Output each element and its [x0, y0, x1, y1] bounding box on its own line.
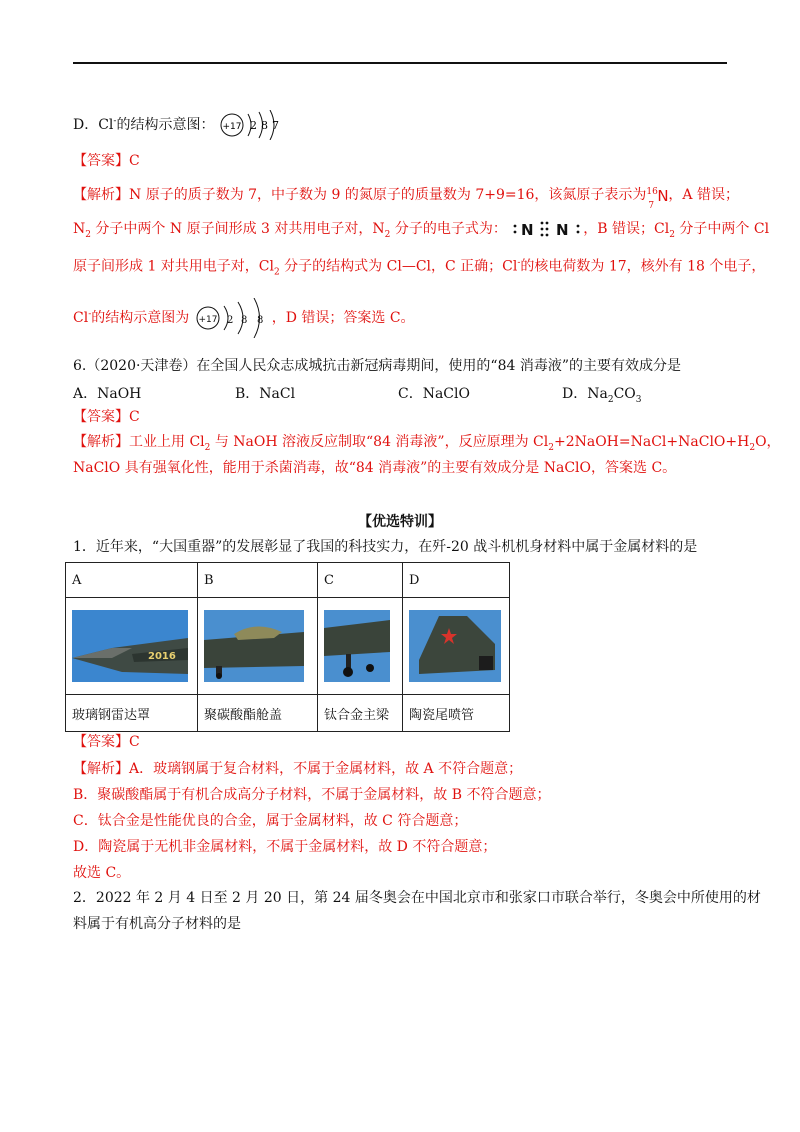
- mass-number: 16: [646, 187, 658, 197]
- analysis-line-3: [73, 253, 765, 282]
- section-title: 【优选特训】: [358, 514, 442, 530]
- analysis-text: 分子中两个 Cl: [674, 221, 770, 237]
- shell-1: 2: [226, 315, 234, 326]
- shell-3: 7: [271, 119, 279, 132]
- nose-number: 2016: [148, 651, 176, 662]
- analysis-text: 工业上用 Cl: [129, 434, 205, 450]
- cell-image-c: [318, 598, 403, 695]
- analysis-text: ，A 错误；: [668, 187, 739, 203]
- option-d-text: D．Cl: [73, 117, 114, 133]
- subscript: 2: [384, 229, 391, 240]
- jet-landing-gear-photo: [324, 610, 390, 682]
- q6-option-a: A．NaOH: [73, 386, 142, 402]
- q6-analysis-line-1: [73, 432, 781, 458]
- subscript: 2: [669, 229, 675, 240]
- atomic-number: 7: [648, 201, 655, 211]
- q1-analysis-end: 故选 C。: [73, 865, 131, 881]
- q1-answer-line: [73, 732, 140, 752]
- nuclide-symbol: [646, 186, 669, 211]
- q6-option-c: C．NaClO: [398, 386, 470, 402]
- superscript: -: [88, 309, 92, 320]
- analysis-text: N 原子的质子数为 7，中子数为 9 的氮原子的质量数为 7+9=16，该氮原子表示为: [129, 187, 647, 203]
- col-header-d: D: [403, 563, 510, 598]
- option-label-b: 聚碳酸酯舱盖: [198, 695, 318, 732]
- analysis-text: 分子中两个 N 原子间形成 3 对共用电子对，N: [90, 221, 385, 237]
- cl-ion-structure-diagram: [194, 298, 272, 338]
- analysis-line-2: [73, 219, 769, 245]
- jet-nose-photo: [72, 610, 188, 682]
- analysis-text: O，: [755, 434, 781, 450]
- option-label-a: 玻璃钢雷达罩: [66, 695, 198, 732]
- analysis-tag: 【解析】: [73, 187, 129, 203]
- q1-stem: 1．近年来，“大国重器”的发展彰显了我国的科技实力，在歼-20 战斗机机身材料中属于金属材料的是: [73, 539, 698, 555]
- sup-minus: -: [113, 116, 117, 127]
- answer-tag: 【答案】: [73, 153, 129, 169]
- element-symbol: N: [657, 187, 669, 205]
- analysis-text: ，B 错误；Cl: [583, 221, 670, 237]
- cl-atom-structure-diagram: [219, 110, 285, 140]
- superscript: -: [517, 258, 521, 268]
- option-label-c: 钛合金主梁: [318, 695, 403, 732]
- analysis-tag: 【解析】: [73, 434, 129, 450]
- option-label-d: 陶瓷尾喷管: [403, 695, 510, 732]
- q6-stem: 6.（2020·天津卷）在全国人民众志成城抗击新冠病毒期间，使用的“84 消毒液”的主要有效成分是: [73, 358, 682, 374]
- q6-option-b: B．NaCl: [235, 386, 296, 402]
- analysis-text: 的结构示意图为: [91, 310, 190, 326]
- analysis-line-1: [73, 185, 739, 211]
- cell-image-d: [403, 598, 510, 695]
- option-text: CO: [613, 386, 636, 402]
- analysis-text: A．玻璃钢属于复合材料，不属于金属材料，故 A 不符合题意；: [129, 761, 523, 777]
- shell-1: 2: [249, 119, 257, 132]
- header-rule: [73, 62, 727, 64]
- answer-tag: 【答案】: [73, 409, 129, 425]
- q6-answer-line: [73, 407, 140, 427]
- answer-tag: 【答案】: [73, 734, 129, 750]
- nucleus-label: +17: [222, 122, 242, 132]
- q6-analysis-line-2: NaClO 具有强氧化性，能用于杀菌消毒，故“84 消毒液”的主要有效成分是 NaClO，答案选 C。: [73, 460, 677, 476]
- subscript: 2: [607, 394, 614, 405]
- answer-line: [73, 151, 140, 171]
- option-text: D．Na: [562, 386, 608, 402]
- jet-tail-photo: [409, 610, 501, 682]
- analysis-tag: 【解析】: [73, 761, 129, 777]
- answer-value: C: [129, 153, 140, 169]
- analysis-text: 与 NaOH 溶液反应制取“84 消毒液”，反应原理为 Cl: [210, 434, 549, 450]
- jet-cockpit-photo: [204, 610, 304, 682]
- q1-analysis-line-b: B．聚碳酸酯属于有机合成高分子材料，不属于金属材料，故 B 不符合题意；: [73, 787, 551, 803]
- analysis-text: ，D 错误；答案选 C。: [271, 310, 415, 326]
- answer-value: C: [129, 734, 140, 750]
- subscript: 2: [204, 442, 211, 453]
- subscript: 2: [548, 442, 554, 453]
- q2-stem-line-2: 料属于有机高分子材料的是: [73, 916, 241, 932]
- analysis-text: 分子的结构式为 Cl—Cl，C 正确；Cl: [279, 258, 518, 275]
- subscript: 3: [635, 394, 642, 405]
- shell-3: 8: [256, 315, 264, 326]
- analysis-text: 分子的电子式为：: [390, 221, 507, 237]
- analysis-text: 原子间形成 1 对共用电子对，Cl: [73, 258, 274, 275]
- n-atom-left: N: [521, 221, 534, 239]
- q6-option-d: [562, 383, 642, 405]
- subscript: 2: [274, 267, 280, 278]
- subscript: 2: [749, 442, 756, 453]
- q1-analysis-line-d: D．陶瓷属于无机非金属材料，不属于金属材料，故 D 不符合题意；: [73, 839, 497, 855]
- analysis-text: N: [73, 221, 86, 237]
- analysis-text: Cl: [73, 310, 89, 326]
- answer-value: C: [129, 409, 140, 425]
- q1-analysis-line-c: C．钛合金是性能优良的合金，属于金属材料，故 C 符合题意；: [73, 813, 468, 829]
- cell-image-b: [198, 598, 318, 695]
- col-header-c: C: [318, 563, 403, 598]
- analysis-text: 的核电荷数为 17，核外有 18 个电子，: [520, 258, 766, 275]
- analysis-line-4: [73, 298, 415, 338]
- option-d-suffix: 的结构示意图：: [116, 117, 215, 133]
- n2-electron-formula: [511, 219, 583, 239]
- col-header-a: A: [66, 563, 198, 598]
- cell-image-a: [66, 598, 198, 695]
- q1-options-table: [65, 562, 510, 732]
- q2-stem-line-1: 2．2022 年 2 月 4 日至 2 月 20 日，第 24 届冬奥会在中国北京市和张家口市联合举行，冬奥会中所使用的材: [73, 890, 761, 906]
- option-d-line: [73, 110, 285, 140]
- subscript: 2: [85, 229, 91, 240]
- col-header-b: B: [198, 563, 318, 598]
- nucleus-label: +17: [198, 315, 218, 325]
- q1-analysis-line-a: [73, 759, 522, 779]
- analysis-text: +2NaOH=NaCl+NaClO+H: [553, 434, 750, 450]
- shell-2: 8: [260, 119, 268, 132]
- n-atom-right: N: [556, 221, 569, 239]
- shell-2: 8: [240, 315, 248, 326]
